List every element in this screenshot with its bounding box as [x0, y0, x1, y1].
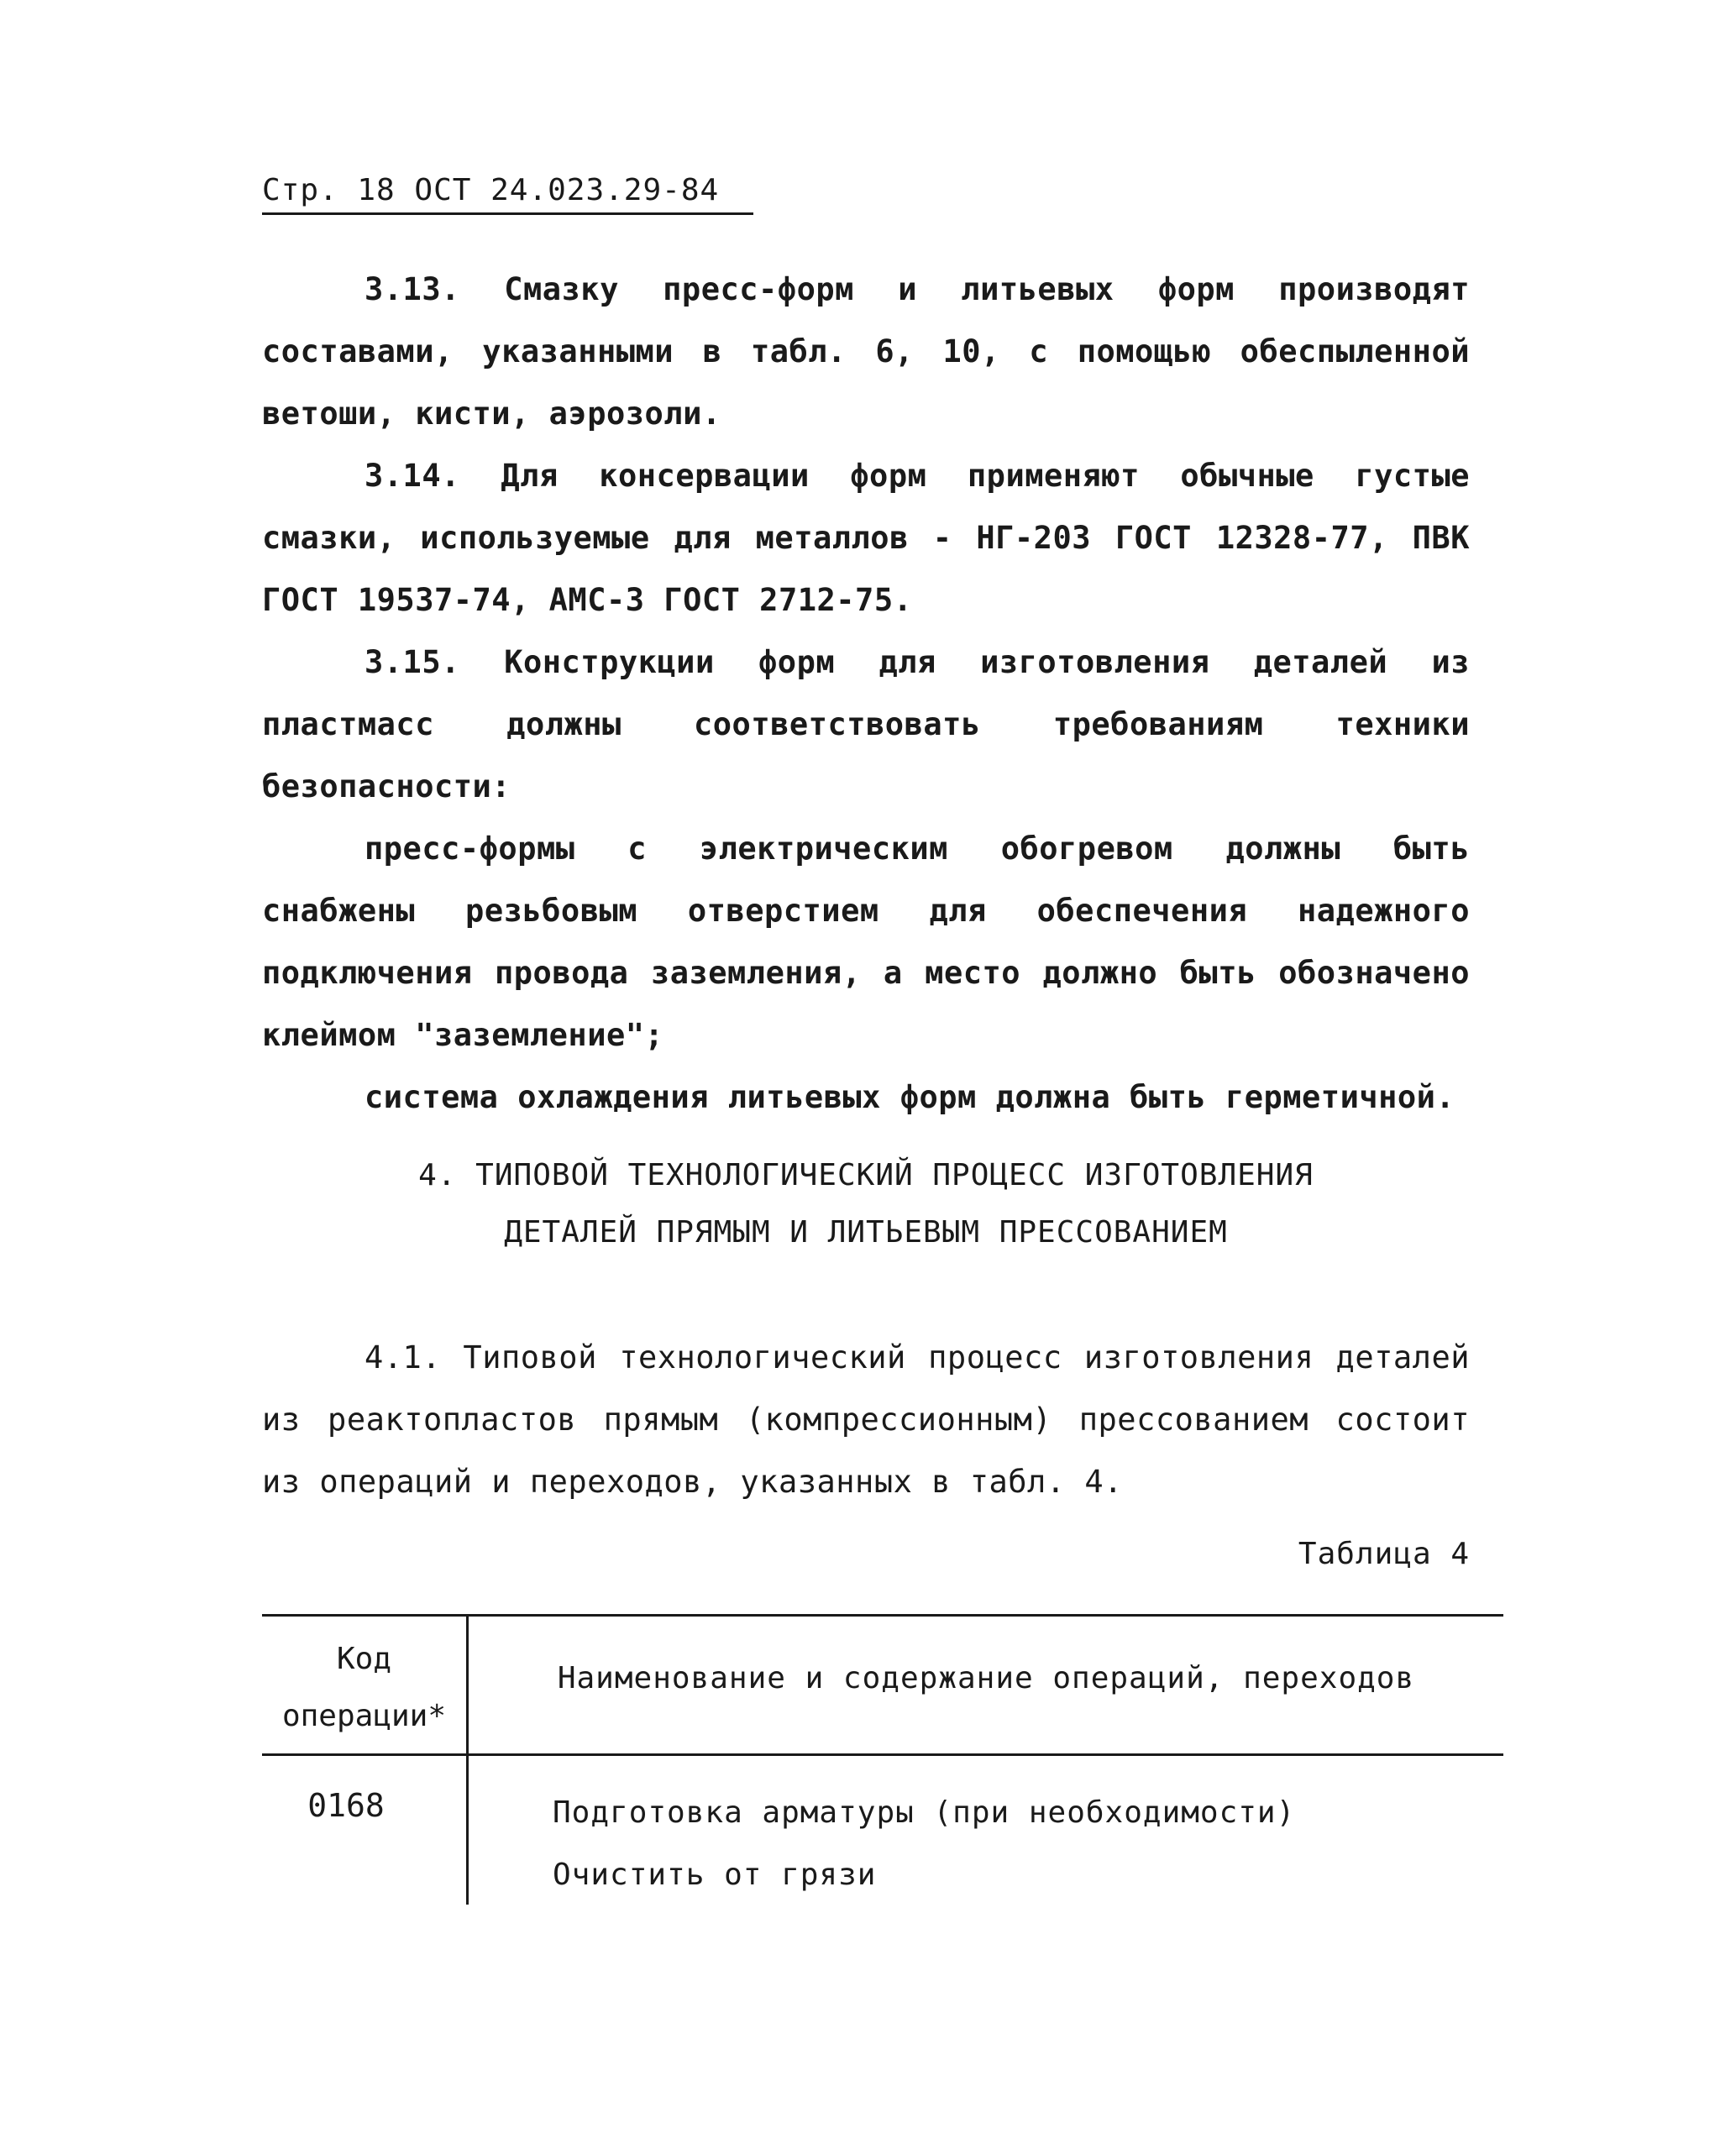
row-content-line-2: Очистить от грязи [553, 1858, 877, 1892]
section-3-text [262, 259, 1470, 1129]
paragraph-4-1: 4.1. Типовой технологический процесс изготовления деталей из реактопластов прямым (компрессионным) прессованием состоит из операций и переходов, указанных в табл. 4. [262, 1339, 1470, 1500]
table-top-rule [262, 1614, 1503, 1617]
row-content-cell [553, 1782, 1295, 1906]
paragraph-3-15-item-1: пресс-формы с электрическим обогревом должны быть снабжены резьбовым отверстием для обеспечения надежного подключения провода заземления, а место должно быть обозначено клеймом "заземление"; [262, 831, 1470, 1053]
header-code-column [262, 1631, 466, 1745]
page-header: Стр. 18 ОСТ 24.023.29-84 [262, 173, 753, 215]
section-4-title-line-1: 4. ТИПОВОЙ ТЕХНОЛОГИЧЕСКИЙ ПРОЦЕСС ИЗГОТОВЛЕНИЯ [418, 1158, 1314, 1192]
paragraph-3-14: 3.14. Для консервации форм применяют обычные густые смазки, используемые для металлов - НГ-203 ГОСТ 12328-77, ПВК ГОСТ 19537-74, АМС-3 ГОСТ 2712-75. [262, 458, 1470, 618]
section-4-title [262, 1147, 1470, 1261]
row-code-cell: 0168 [307, 1787, 385, 1824]
header-name-column: Наименование и содержание операций, переходов [557, 1661, 1415, 1695]
paragraph-3-15-item-2: система охлаждения литьевых форм должна быть герметичной. [365, 1079, 1455, 1115]
table-header-divider [466, 1614, 469, 1753]
table-body-divider [466, 1753, 469, 1905]
paragraph-3-15: 3.15. Конструкции форм для изготовления деталей из пластмасс должны соответствовать требованиям техники безопасности: [262, 644, 1470, 804]
section-4-title-line-2: ДЕТАЛЕЙ ПРЯМЫМ И ЛИТЬЕВЫМ ПРЕССОВАНИЕМ [504, 1215, 1228, 1250]
paragraph-3-13: 3.13. Смазку пресс-форм и литьевых форм производят составами, указанными в табл. 6, 10, с помощью обеспыленной ветоши, кисти, аэрозоли. [262, 271, 1470, 432]
section-4-text [262, 1327, 1470, 1513]
header-code-line-1: Код [336, 1642, 392, 1676]
row-content-line-1: Подготовка арматуры (при необходимости) [553, 1795, 1296, 1830]
table-header-rule [262, 1753, 1503, 1756]
header-code-line-2: операции* [281, 1699, 447, 1733]
table-caption: Таблица 4 [1298, 1537, 1470, 1571]
